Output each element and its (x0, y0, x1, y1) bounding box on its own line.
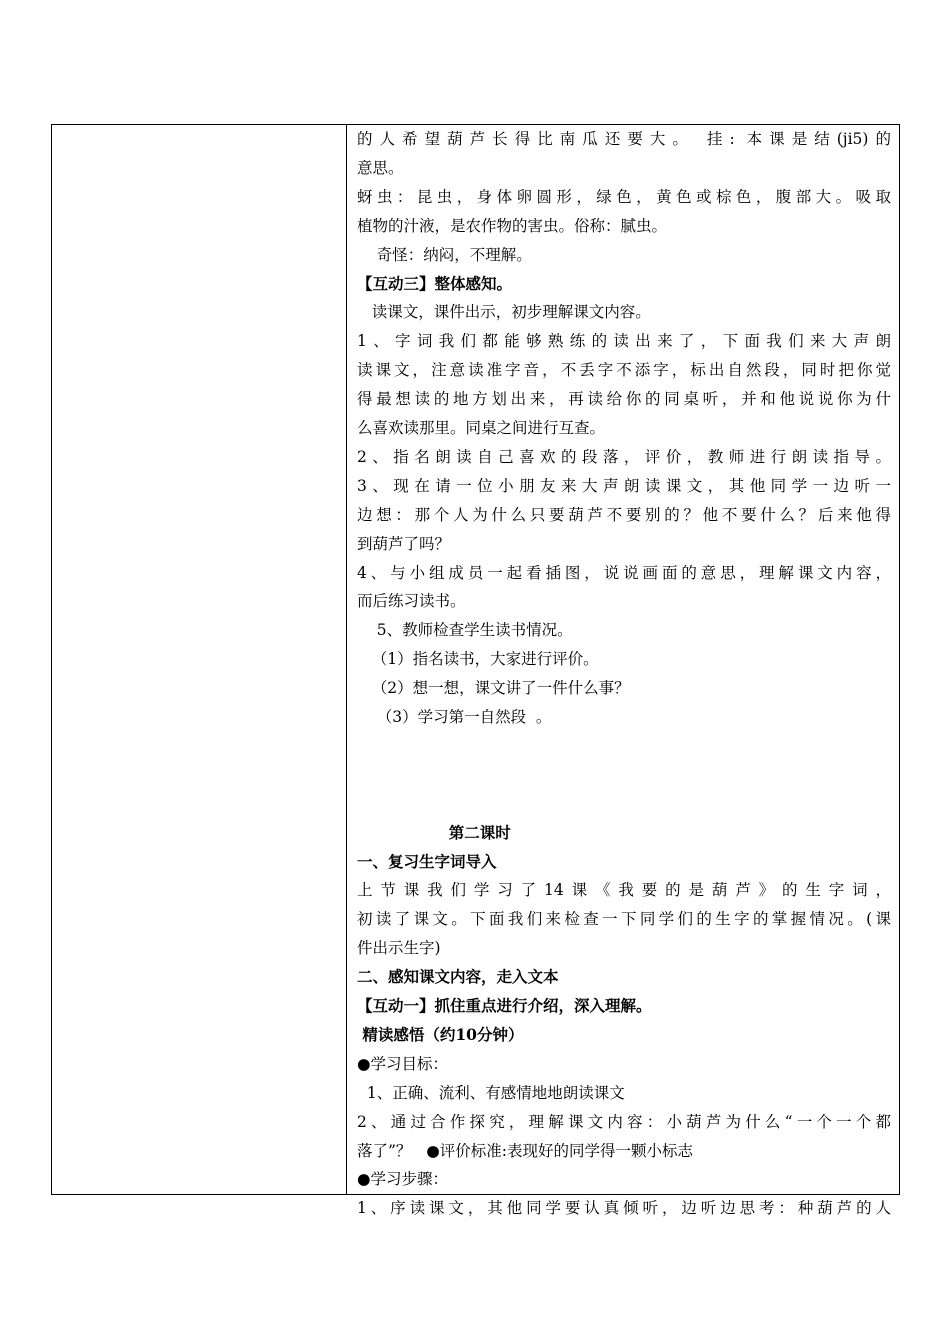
text-line: 读课文，课件出示，初步理解课文内容。 (357, 303, 651, 322)
heading-line: 一、复习生字词导入 (357, 851, 497, 871)
text-line: 意思。 (357, 158, 404, 177)
heading-line: 【互动一】抓住重点进行介绍，深入理解。 (357, 996, 652, 1015)
text-line: 4、与小组成员一起看插图，说说画面的意思，理解课文内容， (357, 563, 891, 582)
text-line: 初读了课文。下面我们来检查一下同学们的生字的掌握情况。(课 (357, 910, 891, 929)
heading-line: 第二课时 (357, 822, 511, 842)
text-line: 2、通过合作探究，理解课文内容：小葫芦为什么“一个一个都 (357, 1112, 891, 1131)
text-line: （2）想一想，课文讲了一件什么事？ (357, 679, 630, 698)
text-line: 上节课我们学习了14课《我要的是葫芦》的生字词， (357, 881, 891, 900)
lesson-content-cell (347, 125, 899, 1218)
lesson-plan-table (51, 124, 900, 1218)
text-line: （3）学习第一自然段 。 (357, 708, 552, 726)
left-column-cell (52, 125, 346, 1194)
text-line: 而后练习读书。 (357, 592, 466, 611)
text-line: 3、现在请一位小朋友来大声朗读课文，其他同学一边听一 (357, 476, 891, 495)
text-line: 边想：那个人为什么只要葫芦不要别的？他不要什么？后来他得 (357, 505, 891, 524)
text-line: 1、正确、流利、有感情地地朗读课文 (357, 1083, 625, 1102)
text-line: 1、字词我们都能够熟练的读出来了，下面我们来大声朗 (357, 332, 891, 351)
text-line: 读课文，注意读准字音，不丢字不添字，标出自然段，同时把你觉 (357, 361, 891, 380)
text-line: 么喜欢读那里。同桌之间进行互查。 (357, 419, 606, 437)
text-line: 1、序读课文，其他同学要认真倾听，边听边思考：种葫芦的人 (357, 1199, 891, 1218)
heading-line: 【互动三】整体感知。 (357, 273, 513, 293)
text-line: 植物的汁液，是农作物的害虫。俗称：腻虫。 (357, 216, 668, 235)
text-line: 2、指名朗读自己喜欢的段落，评价，教师进行朗读指导。 (357, 447, 891, 466)
text-line: （1）指名读书，大家进行评价。 (357, 650, 599, 669)
text-line: 5、教师检查学生读书情况。 (357, 621, 573, 640)
text-line: 落了”？ ●评价标准:表现好的同学得一颗小标志 (357, 1141, 693, 1160)
text-line: 件出示生字) (357, 939, 441, 958)
heading-line: 精读感悟（约10分钟） (357, 1024, 524, 1044)
text-line: ●学习步骤： (357, 1170, 449, 1189)
heading-line: 二、感知课文内容，走入文本 (357, 967, 559, 987)
text-line: 蚜虫：昆虫，身体卵圆形，绿色，黄色或棕色，腹部大。吸取 (357, 187, 891, 206)
text-line: 奇怪：纳闷，不理解。 (357, 245, 532, 264)
text-line: 的人希望葫芦长得比南瓜还要大。 挂: 本课是结(ji5)的 (357, 130, 891, 148)
text-line: ●学习目标： (357, 1054, 449, 1073)
text-line: 到葫芦了吗？ (357, 534, 451, 553)
text-line: 得最想读的地方划出来，再读给你的同桌听，并和他说说你为什 (357, 390, 891, 409)
